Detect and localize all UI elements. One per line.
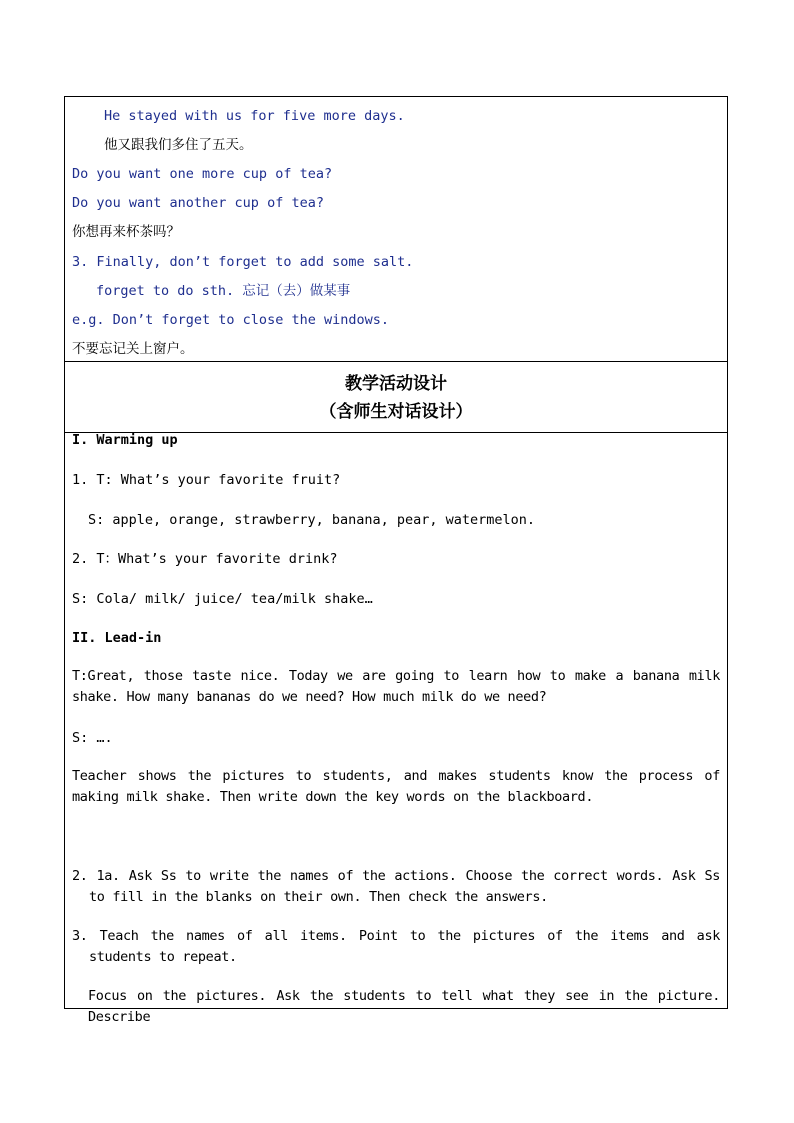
student-reply: S: …. <box>72 730 113 746</box>
section-subtitle: （含师生对话设计） <box>319 402 473 422</box>
step-2-paragraph: 2. 1a. Ask Ss to write the names of the actions. Choose the correct words. Ask Ss to fill in the blanks on their own. Then check the answers. <box>72 868 720 905</box>
activity-design-header <box>65 362 727 433</box>
teacher-shows-paragraph: Teacher shows the pictures to students, and makes students know the process of making milk shake. Then write down the key words on the blackboard. <box>72 768 720 805</box>
example-translation: 你想再来杯茶吗？ <box>72 224 180 240</box>
student-answer: S: apple, orange, strawberry, banana, pear, watermelon. <box>88 512 536 528</box>
language-points-cell <box>65 97 727 362</box>
student-answer: S: Cola/ milk/ juice/ tea/milk shake… <box>72 591 373 607</box>
teacher-question: 2. T：What’s your favorite drink? <box>72 551 338 567</box>
example-translation: 不要忘记关上窗户。 <box>72 341 194 357</box>
example-sentence: Do you want another cup of tea? <box>72 195 324 211</box>
example-translation: 他又跟我们多住了五天。 <box>104 137 253 153</box>
example-sentence: e.g. Don’t forget to close the windows. <box>72 312 389 328</box>
teacher-question: 1. T: What’s your favorite fruit? <box>72 472 341 488</box>
section-title: 教学活动设计 <box>345 374 447 394</box>
activity-design-body <box>65 432 727 1025</box>
step-3-paragraph: 3. Teach the names of all items. Point to the pictures of the items and ask students to repeat. <box>72 928 720 965</box>
example-sentence: Do you want one more cup of tea? <box>72 166 333 182</box>
focus-paragraph: Focus on the pictures. Ask the students to tell what they see in the picture. Describe <box>88 988 720 1025</box>
warming-up-heading: I. Warming up <box>72 432 178 448</box>
lead-in-paragraph: T:Great, those taste nice. Today we are going to learn how to make a banana milk shake. How many bananas do we need? How much milk do we need? <box>72 668 720 705</box>
language-point-heading: 3. Finally, don’t forget to add some salt. <box>72 254 414 270</box>
lead-in-heading: II. Lead-in <box>72 630 162 646</box>
lesson-plan-table <box>64 96 728 1025</box>
example-sentence: He stayed with us for five more days. <box>104 108 405 124</box>
phrase-explanation: forget to do sth. 忘记（去）做某事 <box>96 283 351 299</box>
